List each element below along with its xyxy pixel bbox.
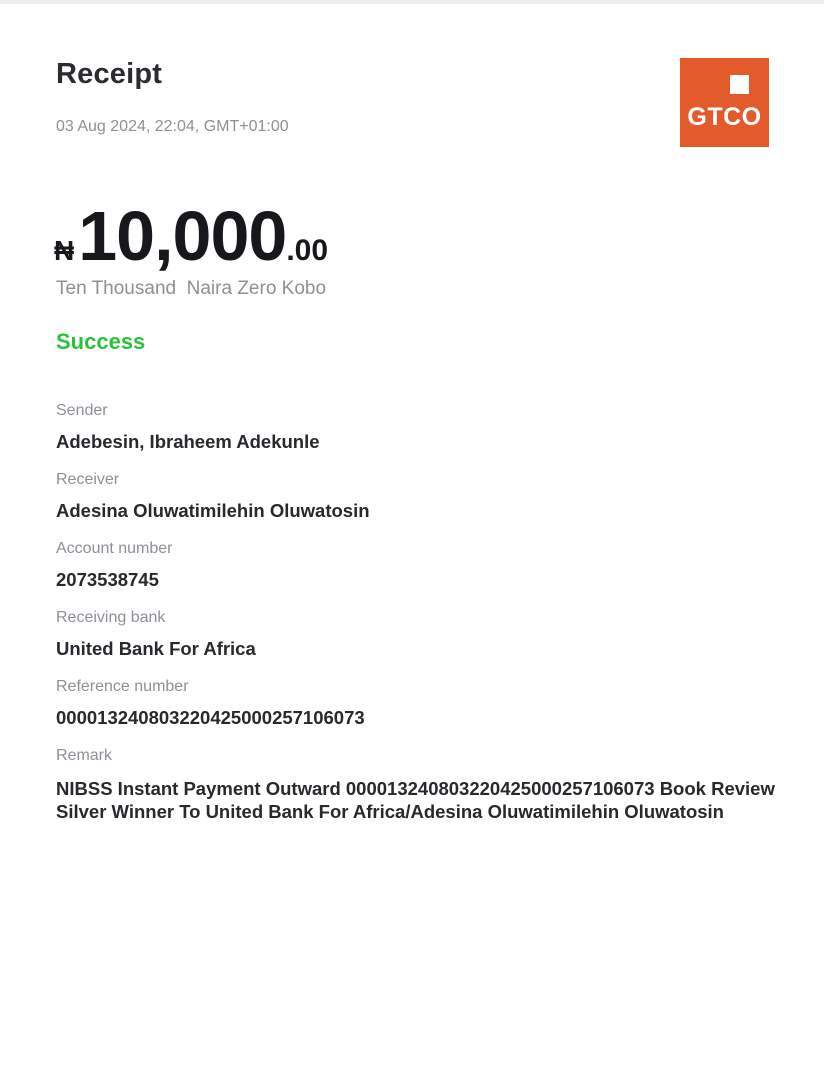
- amount-decimal: .00: [286, 234, 329, 267]
- logo-square-icon: [730, 75, 749, 94]
- account-number-value: 2073538745: [56, 569, 159, 590]
- receiver-value: Adesina Oluwatimilehin Oluwatosin: [56, 500, 370, 521]
- amount-main: 10,000: [78, 197, 287, 275]
- sender-value: Adebesin, Ibraheem Adekunle: [56, 431, 320, 452]
- receiving-bank-value: United Bank For Africa: [56, 638, 256, 659]
- receiving-bank-label: Receiving bank: [56, 609, 166, 626]
- reference-number-value: 000013240803220425000257106073: [56, 707, 365, 728]
- remark-value: NIBSS Instant Payment Outward 000013240803220425000257106073 Book Review Silver Winner To United Bank For Africa/Adesina Oluwatimilehin Oluwatosin: [56, 778, 775, 822]
- sender-field: [56, 400, 796, 453]
- transaction-details: [56, 400, 796, 839]
- naira-symbol: ₦: [54, 235, 75, 266]
- receiver-field: [56, 469, 796, 522]
- receiver-label: Receiver: [56, 471, 120, 488]
- reference-number-label: Reference number: [56, 678, 189, 695]
- amount-display: [54, 196, 328, 276]
- sender-label: Sender: [56, 402, 108, 419]
- remark-label: Remark: [56, 747, 113, 764]
- status-text: Success: [56, 329, 146, 354]
- amount-in-words: Ten Thousand Naira Zero Kobo: [56, 278, 327, 299]
- page-title: Receipt: [56, 58, 163, 90]
- logo-text: GTCO: [687, 103, 762, 131]
- top-divider: [0, 0, 824, 4]
- account-number-label: Account number: [56, 540, 173, 557]
- transaction-datetime: 03 Aug 2024, 22:04, GMT+01:00: [56, 118, 289, 135]
- receiving-bank-field: [56, 607, 796, 660]
- reference-number-field: [56, 676, 796, 729]
- remark-field: [56, 745, 796, 823]
- gtco-logo: [680, 58, 769, 147]
- account-number-field: [56, 538, 796, 591]
